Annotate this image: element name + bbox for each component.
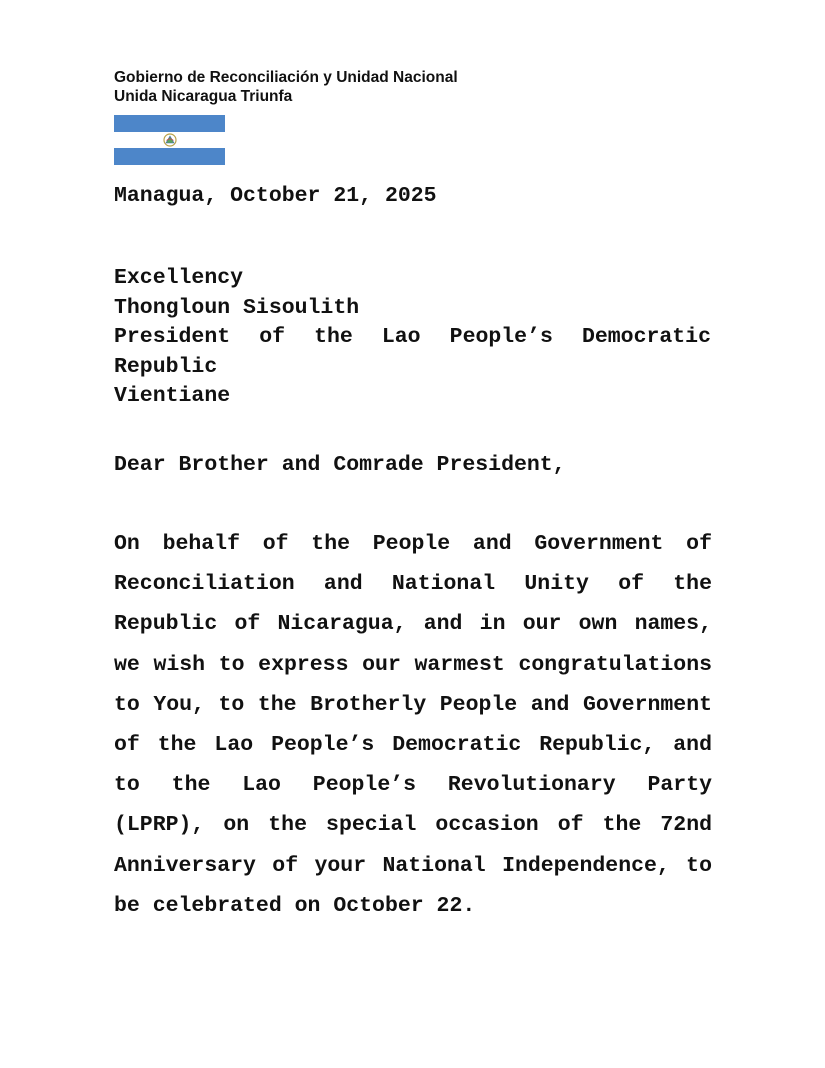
letterhead	[114, 68, 458, 106]
flag-middle-band	[114, 132, 225, 149]
recipient-title-continued: Republic	[114, 354, 218, 379]
letterhead-slogan: Unida Nicaragua Triunfa	[114, 88, 293, 105]
recipient-city: Vientiane	[114, 384, 231, 408]
recipient-honorific: Excellency	[114, 266, 244, 290]
salutation: Dear Brother and Comrade President,	[114, 453, 566, 477]
recipient-address	[114, 264, 711, 412]
recipient-name: Thongloun Sisoulith	[114, 295, 360, 320]
date-line: Managua, October 21, 2025	[114, 184, 437, 208]
coat-of-arms-icon	[162, 133, 178, 147]
recipient-title: President of the Lao People’s Democratic	[114, 325, 711, 349]
letterhead-government-name: Gobierno de Reconciliación y Unidad Nacional	[114, 69, 458, 86]
flag-top-band	[114, 115, 225, 132]
flag-bottom-band	[114, 148, 225, 165]
nicaragua-flag-icon	[114, 115, 225, 165]
letter-body-paragraph: On behalf of the People and Government of Reconciliation and National Unity of the Republic of Nicaragua, and in our own names, we wish to express our warmest congratulations to You, to the Brotherly People and Government of the Lao People’s Democratic Republic, and to the Lao People’s Revolutionary Party (LPRP), on the special occasion of the 72nd Anniversary of your National Independence, to be celebrated on October 22.	[114, 532, 712, 918]
